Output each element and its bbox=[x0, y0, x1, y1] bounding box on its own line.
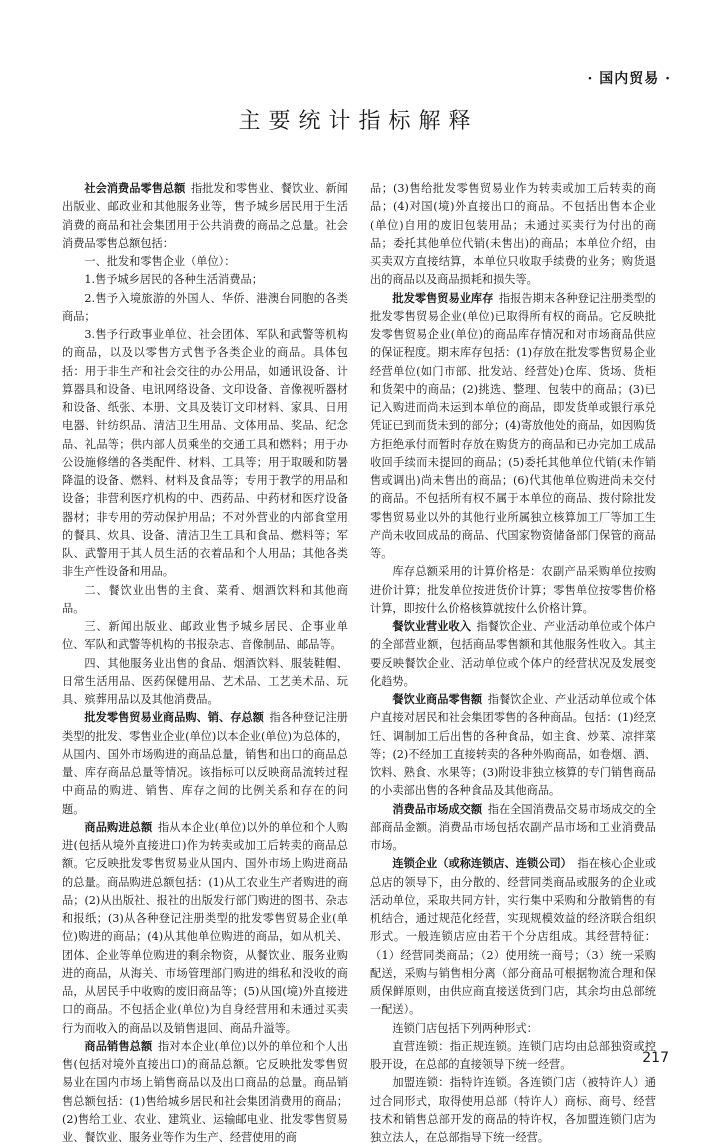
paragraph bbox=[370, 801, 656, 856]
paragraph-text: 指在核心企业或总店的领导下，由分散的、经营同类商品或服务的企业或活动单位，采取共同方针，实行集中采购和分散销售的有机结合，通过规范化经营，实现规模效益的经济联合组织形式。一般连锁店应由若干个分店组成。其经营特征：（1）经营同类商品；（2）使用统一商号；（3）统一采购配送，采购与销售相分离（部分商品可根据物流合理和保质保鲜原则，由供应商直接送货到门店，其余均由总部统一配送）。 bbox=[370, 857, 656, 1017]
paragraph bbox=[62, 253, 348, 271]
paragraph bbox=[370, 1074, 656, 1147]
paragraph bbox=[62, 655, 348, 710]
paragraph bbox=[370, 290, 656, 564]
term-heading: 餐饮业营业收入 bbox=[392, 620, 471, 633]
term-heading: 餐饮业商品零售额 bbox=[392, 693, 483, 706]
paragraph-text: 指餐饮企业、产业活动单位或个体户的全部营业额，包括商品零售额和其他服务性收入。其主要反映餐饮企业、活动单位或个体户的经营状况及发展变化趋势。 bbox=[370, 620, 656, 688]
paragraph bbox=[62, 326, 348, 582]
paragraph bbox=[370, 1020, 656, 1038]
term-heading: 社会消费品零售总额 bbox=[84, 182, 186, 195]
paragraph bbox=[370, 563, 656, 618]
term-heading: 批发零售贸易业商品购、销、存总额 bbox=[84, 711, 264, 725]
paragraph-text: 一、批发和零售企业（单位）： bbox=[84, 255, 236, 268]
term-heading: 连锁企业（或称连锁店、连锁公司） bbox=[392, 857, 572, 871]
paragraph bbox=[370, 855, 656, 1019]
paragraph-text: 直营连锁：指正规连锁。连锁门店均由总部独资或控股开设，在总部的直接领导下统一经营。 bbox=[370, 1039, 656, 1071]
section-label: · 国内贸易 · bbox=[587, 71, 671, 87]
paragraph-text: 3.售予行政事业单位、社会团体、军队和武警等机构的商品，以及以零售方式售予各类企业的商品。具体包括：用于非生产和社会交往的办公用品，如通讯设备、计算器具和设备、电讯网络设备、文印设备、音像视听器材和设备、纸张、本册、文具及装订文印材料、家具、日用电器、针纺织品、清洁卫生用品、文体用品、奖品、纪念品、礼品等；供内部人员乘坐的交通工具和燃料；用于办公设施修缮的各类配件、材料、工具等；用于取暖和防暑降温的设备、燃料、材料及食品等；专用于教学的用品和设备；非营利医疗机构的中、西药品、中药材和医疗设备器材；非专用的劳动保护用品；不对外营业的内部食堂用的餐具、炊具、设备、清洁卫生工具和食品、燃料等；军队、武警用于其人员生活的衣着品和个人用品；其他各类非生产性设备和用品。 bbox=[62, 328, 348, 579]
paragraph-text: 1.售予城乡居民的各种生活消费品； bbox=[84, 273, 263, 287]
paragraph bbox=[370, 691, 656, 801]
paragraph bbox=[62, 180, 348, 253]
paragraph bbox=[62, 290, 348, 327]
paragraph-text: 库存总额采用的计算价格是：农副产品采购单位按购进价计算；批发单位按进货价计算；零售单位按零售价格计算，即按什么价格核算就按什么价格计算。 bbox=[370, 565, 656, 615]
paragraph bbox=[370, 180, 656, 290]
paragraph-text: 指从本企业(单位)以外的单位和个人购进(包括从境外直接进口)作为转卖或加工后转卖的商品总额。它反映批发零售贸易业从国内、国外市场上购进商品的总量。商品购进总额包括：(1)从工农业生产者购进的商品；(2)从出版社、报社的出版发行部门购进的图书、杂志和报纸；(3)从各种登记注册类型的批发零售贸易企业(单位)购进的商品；(4)从其他单位购进的商品，如从机关、团体、企业等单位购进的剩余物资，从餐饮业、服务业购进的商品，从海关、市场管理部门购进的缉私和没收的商品，从居民手中收购的废旧商品等；(5)从国(境)外直接进口的商品。不包括企业(单位)为自身经营用和未通过买卖行为而收入的商品以及销售退回、商品升溢等。 bbox=[62, 820, 348, 1035]
paragraph-text: 四、其他服务业出售的食品、烟酒饮料、服装鞋帽、日常生活用品、医药保健用品、艺术品、工艺美术品、玩具、殡葬用品以及其他消费品。 bbox=[62, 656, 348, 706]
paragraph bbox=[370, 618, 656, 691]
paragraph-text: 加盟连锁：指特许连锁。各连锁门店（被特许人）通过合同形式，取得使用总部（特许人）商标、商号、经营技术和销售总部开发的商品的特许权，各加盟连锁门店为独立法人，在总部指导下统一经营。 bbox=[370, 1076, 656, 1144]
paragraph bbox=[62, 582, 348, 619]
paragraph-text: 品；(3)售给批发零售贸易业作为转卖或加工后转卖的商品；(4)对国(境)外直接出口的商品。不包括出售本企业(单位)自用的废旧包装用品；未通过买卖行为付出的商品；委托其他单位代销(未售出)的商品；本单位介绍，由买卖双方直接结算，本单位只收取手续费的业务；购货退出的商品以及商品损耗和损失等。 bbox=[370, 182, 656, 287]
paragraph-text: 指各种登记注册类型的批发、零售业企业(单位)以本企业(单位)为总体的，从国内、国外市场购进的商品总量，销售和出口的商品总量、库存商品总量等情况。该指标可以反映商品流转过程中商品的购进、销售、库存之间的比例关系和存在的问题。 bbox=[62, 711, 348, 816]
term-heading: 商品购进总额 bbox=[84, 820, 153, 834]
left-column bbox=[62, 180, 348, 1147]
page-title: 主要统计指标解释 bbox=[238, 109, 479, 134]
paragraph-text: 三、新闻出版业、邮政业售予城乡居民、企事业单位、军队和武警等机构的书报杂志、音像制品、邮品等。 bbox=[62, 620, 348, 652]
paragraph-text: 指批发和零售业、餐饮业、新闻出版业、邮政业和其他服务业等，售予城乡居民用于生活消费的商品和社会集团用于公共消费的商品之总量。社会消费品零售总额包括： bbox=[62, 182, 348, 250]
page-number: 217 bbox=[642, 1050, 669, 1066]
paragraph-text: 2.售予入境旅游的外国人、华侨、港澳台同胞的各类商品； bbox=[62, 291, 348, 323]
paragraph bbox=[62, 1038, 348, 1147]
paragraph bbox=[370, 1038, 656, 1075]
paragraph-text: 指报告期末各种登记注册类型的批发零售贸易企业(单位)已取得所有权的商品。它反映批发零售贸易企业(单位)的商品库存情况和对市场商品供应的保证程度。期末库存包括：(1)存放在批发零售贸易企业经营单位(如门市部、批发站、经营处)仓库、货场、货柜和货架中的商品；(2)挑选、整理、包装中的商品；(3)已记入购进而尚未运到本单位的商品，即发货单或银行承兑凭证已到而货未到的部分；(4)寄放他处的商品，如因购货方拒绝承付而暂时存放在购货方的商品和已办完加工成品收回手续而未提回的商品；(5)委托其他单位代销(未作销售或调出)尚未售出的商品；(6)代其他单位购进尚未交付的商品。不包括所有权不属于本单位的商品、拨付除批发零售贸易业以外的其他行业所属独立核算加工厂等加工生产尚未收回成品的商品、代国家物资储备部门保管的商品等。 bbox=[370, 291, 656, 560]
term-heading: 商品销售总额 bbox=[84, 1039, 153, 1053]
paragraph-text: 指餐饮企业、产业活动单位或个体户直接对居民和社会集团零售的各种商品。包括：(1)经烹饪、调制加工后出售的各种食品，如主食、炒菜、凉拌菜等；(2)不经加工直接转卖的各种外购商品，如卷烟、酒、饮料、熟食、水果等；(3)附设非独立核算的专门销售商品的小卖部出售的各种食品及其他商品。 bbox=[370, 693, 656, 798]
paragraph bbox=[62, 819, 348, 1038]
right-column bbox=[370, 180, 656, 1147]
paragraph bbox=[62, 618, 348, 655]
paragraph bbox=[62, 709, 348, 819]
term-heading: 消费品市场成交额 bbox=[392, 802, 483, 816]
paragraph-text: 二、餐饮业出售的主食、菜肴、烟酒饮料和其他商品。 bbox=[62, 583, 348, 615]
paragraph bbox=[62, 271, 348, 289]
term-heading: 批发零售贸易业库存 bbox=[392, 291, 494, 305]
paragraph-text: 连锁门店包括下列两种形式： bbox=[392, 1021, 538, 1035]
paragraph-text: 指在全国消费品交易市场成交的全部商品金额。消费品市场包括农副产品市场和工业消费品市场。 bbox=[370, 802, 656, 852]
paragraph-text: 指对本企业(单位)以外的单位和个人出售(包括对境外直接出口)的商品总额。它反映批发零售贸易业在国内市场上销售商品以及出口商品的总量。商品销售总额包括：(1)售给城乡居民和社会集团消费用的商品；(2)售给工业、农业、建筑业、运输邮电业、批发零售贸易业、餐饮业、服务业等作为生产、经营使用的商 bbox=[62, 1039, 348, 1144]
